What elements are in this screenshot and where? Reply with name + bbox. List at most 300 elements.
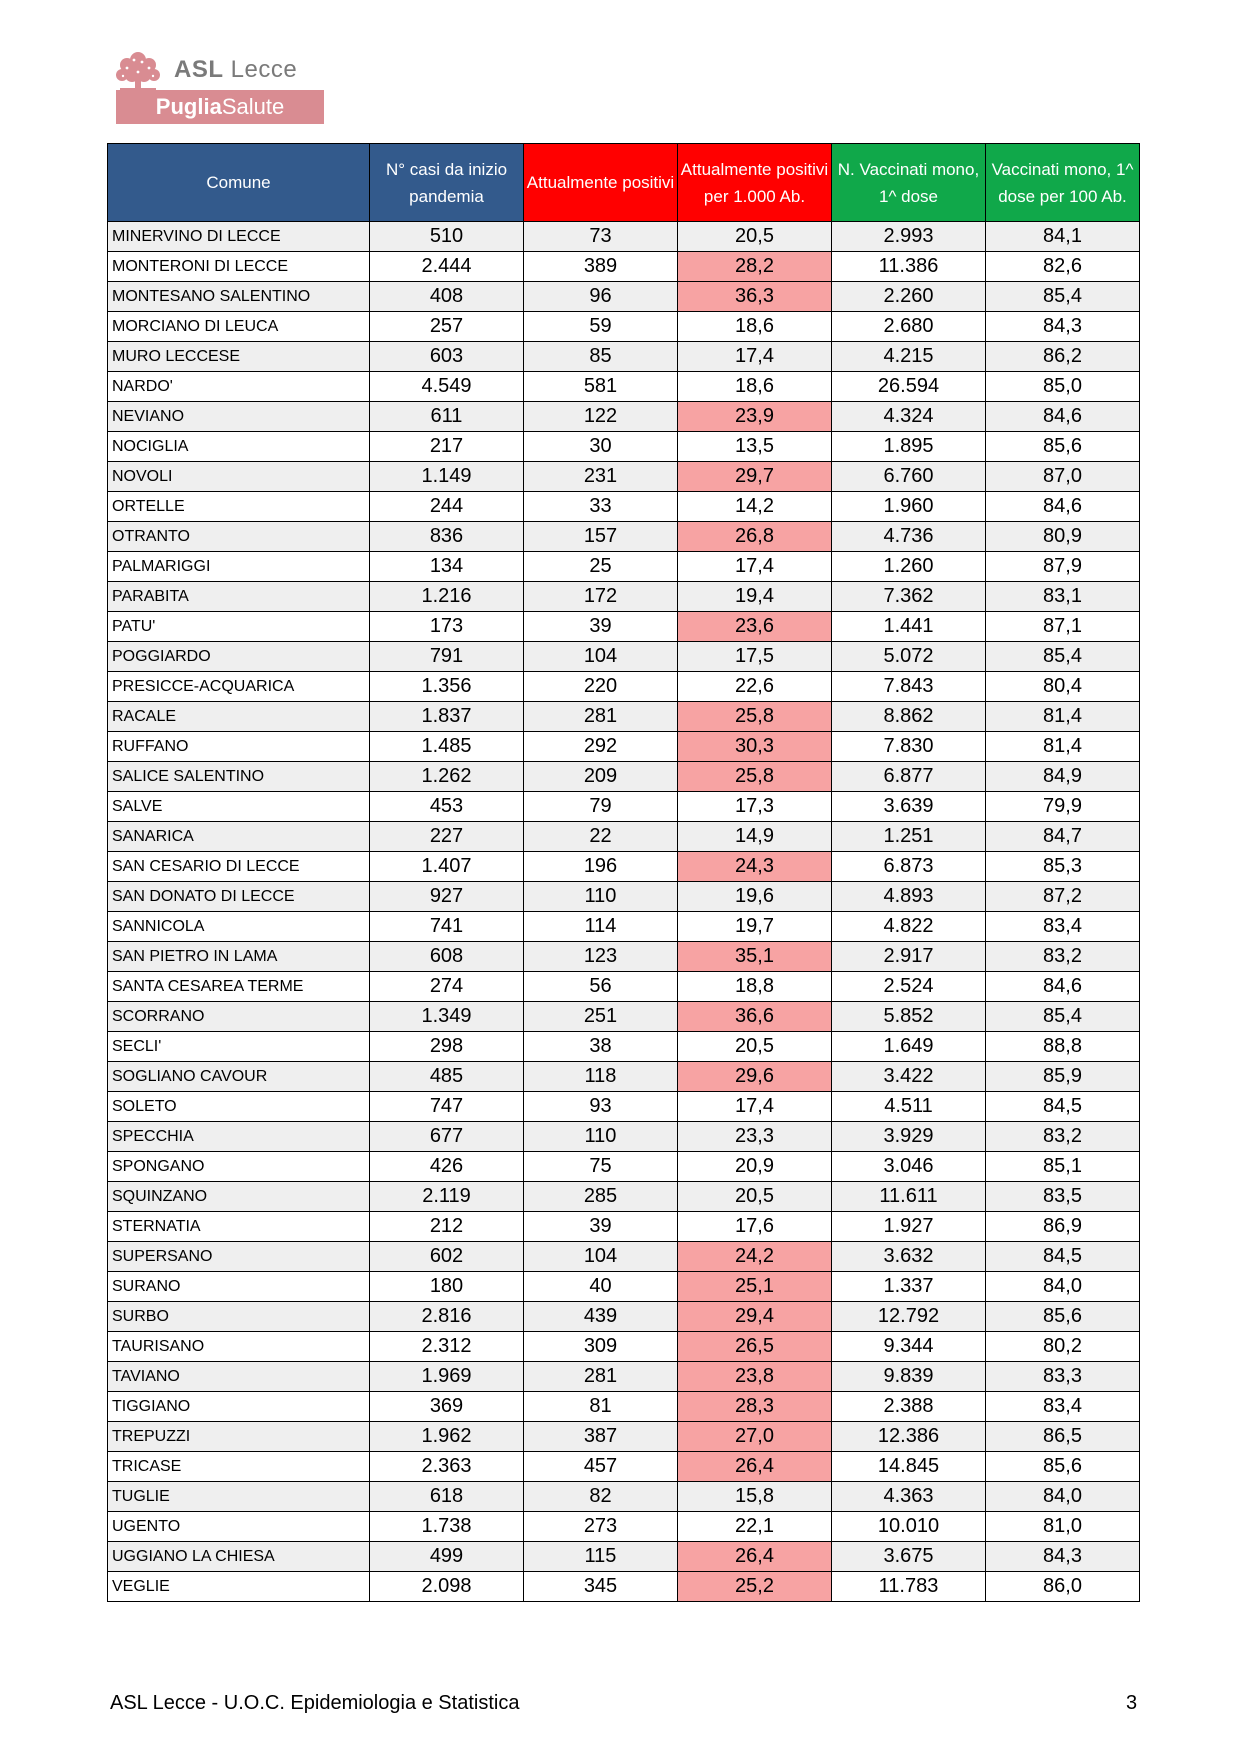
table-row xyxy=(108,1572,1140,1602)
casi-cell: 741 xyxy=(370,912,524,942)
comune-cell: TAURISANO xyxy=(108,1332,370,1362)
positivi-cell: 292 xyxy=(524,732,678,762)
casi-cell: 426 xyxy=(370,1152,524,1182)
vaccinati-cell: 3.639 xyxy=(832,792,986,822)
comune-cell: MONTESANO SALENTINO xyxy=(108,282,370,312)
vaccinati-cell: 8.862 xyxy=(832,702,986,732)
comune-cell: SUPERSANO xyxy=(108,1242,370,1272)
comune-cell: MINERVINO DI LECCE xyxy=(108,222,370,252)
positivi-cell: 273 xyxy=(524,1512,678,1542)
casi-cell: 212 xyxy=(370,1212,524,1242)
column-header-casi: N° casi da inizio pandemia xyxy=(370,144,524,222)
vaccinati-cell: 2.680 xyxy=(832,312,986,342)
positivi-per-1000-cell: 30,3 xyxy=(678,732,832,762)
vaccinati-cell: 12.792 xyxy=(832,1302,986,1332)
vaccinati-cell: 4.893 xyxy=(832,882,986,912)
positivi-per-1000-cell: 14,2 xyxy=(678,492,832,522)
table-row xyxy=(108,1152,1140,1182)
positivi-cell: 172 xyxy=(524,582,678,612)
positivi-cell: 123 xyxy=(524,942,678,972)
positivi-per-1000-cell: 26,8 xyxy=(678,522,832,552)
vaccinati-cell: 4.736 xyxy=(832,522,986,552)
positivi-per-1000-cell: 20,5 xyxy=(678,1182,832,1212)
table-row xyxy=(108,1452,1140,1482)
comune-cell: SAN CESARIO DI LECCE xyxy=(108,852,370,882)
vaccinati-cell: 10.010 xyxy=(832,1512,986,1542)
positivi-per-1000-cell: 20,9 xyxy=(678,1152,832,1182)
positivi-cell: 40 xyxy=(524,1272,678,1302)
casi-cell: 244 xyxy=(370,492,524,522)
vaccinati-per-100-cell: 83,4 xyxy=(986,912,1140,942)
vaccinati-cell: 1.337 xyxy=(832,1272,986,1302)
positivi-per-1000-cell: 17,4 xyxy=(678,552,832,582)
positivi-per-1000-cell: 25,1 xyxy=(678,1272,832,1302)
vaccinati-per-100-cell: 87,9 xyxy=(986,552,1140,582)
positivi-cell: 39 xyxy=(524,1212,678,1242)
table-row xyxy=(108,252,1140,282)
vaccinati-cell: 9.344 xyxy=(832,1332,986,1362)
comune-cell: RACALE xyxy=(108,702,370,732)
vaccinati-cell: 14.845 xyxy=(832,1452,986,1482)
vaccinati-per-100-cell: 85,9 xyxy=(986,1062,1140,1092)
positivi-per-1000-cell: 28,2 xyxy=(678,252,832,282)
vaccinati-per-100-cell: 87,2 xyxy=(986,882,1140,912)
positivi-cell: 196 xyxy=(524,852,678,882)
vaccinati-per-100-cell: 83,5 xyxy=(986,1182,1140,1212)
vaccinati-per-100-cell: 84,0 xyxy=(986,1272,1140,1302)
vaccinati-cell: 4.215 xyxy=(832,342,986,372)
casi-cell: 1.407 xyxy=(370,852,524,882)
table-row xyxy=(108,1182,1140,1212)
positivi-per-1000-cell: 19,4 xyxy=(678,582,832,612)
positivi-per-1000-cell: 29,7 xyxy=(678,462,832,492)
table-row xyxy=(108,1512,1140,1542)
vaccinati-per-100-cell: 85,6 xyxy=(986,432,1140,462)
vaccinati-per-100-cell: 84,1 xyxy=(986,222,1140,252)
positivi-per-1000-cell: 27,0 xyxy=(678,1422,832,1452)
data-table xyxy=(107,143,1140,1602)
table-row xyxy=(108,672,1140,702)
positivi-cell: 75 xyxy=(524,1152,678,1182)
positivi-per-1000-cell: 23,6 xyxy=(678,612,832,642)
positivi-per-1000-cell: 18,8 xyxy=(678,972,832,1002)
positivi-cell: 581 xyxy=(524,372,678,402)
positivi-cell: 457 xyxy=(524,1452,678,1482)
casi-cell: 2.119 xyxy=(370,1182,524,1212)
vaccinati-per-100-cell: 84,9 xyxy=(986,762,1140,792)
table-row xyxy=(108,1422,1140,1452)
column-header-comune: Comune xyxy=(108,144,370,222)
column-header-vaccinati: N. Vaccinati mono, 1^ dose xyxy=(832,144,986,222)
positivi-per-1000-cell: 17,5 xyxy=(678,642,832,672)
positivi-per-1000-cell: 29,6 xyxy=(678,1062,832,1092)
positivi-cell: 33 xyxy=(524,492,678,522)
comune-cell: PATU' xyxy=(108,612,370,642)
comune-cell: SANTA CESAREA TERME xyxy=(108,972,370,1002)
positivi-per-1000-cell: 18,6 xyxy=(678,372,832,402)
comune-cell: SOLETO xyxy=(108,1092,370,1122)
comune-cell: UGENTO xyxy=(108,1512,370,1542)
positivi-cell: 285 xyxy=(524,1182,678,1212)
vaccinati-cell: 6.760 xyxy=(832,462,986,492)
table-row xyxy=(108,282,1140,312)
comune-cell: TREPUZZI xyxy=(108,1422,370,1452)
table-row xyxy=(108,702,1140,732)
positivi-cell: 281 xyxy=(524,702,678,732)
table-row xyxy=(108,522,1140,552)
positivi-per-1000-cell: 22,6 xyxy=(678,672,832,702)
positivi-per-1000-cell: 26,5 xyxy=(678,1332,832,1362)
table-row xyxy=(108,612,1140,642)
vaccinati-cell: 1.895 xyxy=(832,432,986,462)
vaccinati-per-100-cell: 81,4 xyxy=(986,732,1140,762)
vaccinati-per-100-cell: 81,4 xyxy=(986,702,1140,732)
vaccinati-per-100-cell: 83,2 xyxy=(986,1122,1140,1152)
comune-cell: SAN DONATO DI LECCE xyxy=(108,882,370,912)
casi-cell: 2.444 xyxy=(370,252,524,282)
casi-cell: 2.098 xyxy=(370,1572,524,1602)
vaccinati-cell: 2.993 xyxy=(832,222,986,252)
vaccinati-per-100-cell: 86,5 xyxy=(986,1422,1140,1452)
table-row xyxy=(108,852,1140,882)
vaccinati-per-100-cell: 84,6 xyxy=(986,402,1140,432)
vaccinati-cell: 6.873 xyxy=(832,852,986,882)
positivi-cell: 122 xyxy=(524,402,678,432)
vaccinati-cell: 26.594 xyxy=(832,372,986,402)
casi-cell: 2.312 xyxy=(370,1332,524,1362)
positivi-cell: 110 xyxy=(524,1122,678,1152)
comune-cell: PALMARIGGI xyxy=(108,552,370,582)
positivi-cell: 56 xyxy=(524,972,678,1002)
casi-cell: 2.363 xyxy=(370,1452,524,1482)
vaccinati-cell: 2.917 xyxy=(832,942,986,972)
vaccinati-cell: 4.822 xyxy=(832,912,986,942)
vaccinati-cell: 6.877 xyxy=(832,762,986,792)
vaccinati-cell: 7.843 xyxy=(832,672,986,702)
positivi-cell: 104 xyxy=(524,642,678,672)
vaccinati-per-100-cell: 86,0 xyxy=(986,1572,1140,1602)
comune-cell: ORTELLE xyxy=(108,492,370,522)
positivi-cell: 82 xyxy=(524,1482,678,1512)
comune-cell: MURO LECCESE xyxy=(108,342,370,372)
positivi-per-1000-cell: 15,8 xyxy=(678,1482,832,1512)
positivi-cell: 345 xyxy=(524,1572,678,1602)
vaccinati-per-100-cell: 81,0 xyxy=(986,1512,1140,1542)
vaccinati-cell: 7.362 xyxy=(832,582,986,612)
vaccinati-per-100-cell: 79,9 xyxy=(986,792,1140,822)
positivi-cell: 309 xyxy=(524,1332,678,1362)
table-row xyxy=(108,792,1140,822)
positivi-cell: 231 xyxy=(524,462,678,492)
footer-source: ASL Lecce - U.O.C. Epidemiologia e Statistica xyxy=(110,1692,520,1714)
table-row xyxy=(108,822,1140,852)
table-row xyxy=(108,1332,1140,1362)
positivi-per-1000-cell: 18,6 xyxy=(678,312,832,342)
positivi-per-1000-cell: 19,7 xyxy=(678,912,832,942)
comune-cell: NEVIANO xyxy=(108,402,370,432)
casi-cell: 408 xyxy=(370,282,524,312)
table-row xyxy=(108,1542,1140,1572)
vaccinati-per-100-cell: 85,1 xyxy=(986,1152,1140,1182)
comune-cell: VEGLIE xyxy=(108,1572,370,1602)
positivi-per-1000-cell: 29,4 xyxy=(678,1302,832,1332)
positivi-cell: 73 xyxy=(524,222,678,252)
vaccinati-cell: 1.927 xyxy=(832,1212,986,1242)
table-row xyxy=(108,912,1140,942)
casi-cell: 298 xyxy=(370,1032,524,1062)
comune-cell: NOVOLI xyxy=(108,462,370,492)
vaccinati-per-100-cell: 83,3 xyxy=(986,1362,1140,1392)
vaccinati-cell: 12.386 xyxy=(832,1422,986,1452)
positivi-cell: 96 xyxy=(524,282,678,312)
comune-cell: SECLI' xyxy=(108,1032,370,1062)
comune-cell: SPECCHIA xyxy=(108,1122,370,1152)
vaccinati-cell: 4.511 xyxy=(832,1092,986,1122)
vaccinati-per-100-cell: 83,1 xyxy=(986,582,1140,612)
positivi-cell: 85 xyxy=(524,342,678,372)
positivi-cell: 81 xyxy=(524,1392,678,1422)
casi-cell: 499 xyxy=(370,1542,524,1572)
positivi-per-1000-cell: 25,2 xyxy=(678,1572,832,1602)
table-row xyxy=(108,1122,1140,1152)
casi-cell: 1.216 xyxy=(370,582,524,612)
comune-cell: TAVIANO xyxy=(108,1362,370,1392)
table-row xyxy=(108,1062,1140,1092)
table-row xyxy=(108,1092,1140,1122)
comune-cell: SANARICA xyxy=(108,822,370,852)
casi-cell: 510 xyxy=(370,222,524,252)
casi-cell: 608 xyxy=(370,942,524,972)
table-row xyxy=(108,402,1140,432)
vaccinati-per-100-cell: 86,2 xyxy=(986,342,1140,372)
vaccinati-per-100-cell: 84,6 xyxy=(986,492,1140,522)
vaccinati-per-100-cell: 84,3 xyxy=(986,1542,1140,1572)
comune-cell: SCORRANO xyxy=(108,1002,370,1032)
comune-cell: PARABITA xyxy=(108,582,370,612)
positivi-cell: 118 xyxy=(524,1062,678,1092)
positivi-cell: 387 xyxy=(524,1422,678,1452)
positivi-cell: 114 xyxy=(524,912,678,942)
positivi-per-1000-cell: 22,1 xyxy=(678,1512,832,1542)
casi-cell: 369 xyxy=(370,1392,524,1422)
table-row xyxy=(108,882,1140,912)
casi-cell: 677 xyxy=(370,1122,524,1152)
positivi-cell: 209 xyxy=(524,762,678,792)
casi-cell: 274 xyxy=(370,972,524,1002)
vaccinati-per-100-cell: 85,4 xyxy=(986,642,1140,672)
vaccinati-per-100-cell: 88,8 xyxy=(986,1032,1140,1062)
positivi-cell: 22 xyxy=(524,822,678,852)
casi-cell: 1.356 xyxy=(370,672,524,702)
casi-cell: 1.837 xyxy=(370,702,524,732)
vaccinati-per-100-cell: 84,6 xyxy=(986,972,1140,1002)
vaccinati-cell: 1.441 xyxy=(832,612,986,642)
positivi-cell: 220 xyxy=(524,672,678,702)
vaccinati-cell: 3.675 xyxy=(832,1542,986,1572)
logo-brand-band: PugliaSalute xyxy=(116,90,324,124)
vaccinati-per-100-cell: 80,2 xyxy=(986,1332,1140,1362)
positivi-cell: 115 xyxy=(524,1542,678,1572)
vaccinati-cell: 5.072 xyxy=(832,642,986,672)
vaccinati-per-100-cell: 86,9 xyxy=(986,1212,1140,1242)
vaccinati-per-100-cell: 85,4 xyxy=(986,1002,1140,1032)
positivi-per-1000-cell: 23,3 xyxy=(678,1122,832,1152)
positivi-per-1000-cell: 36,3 xyxy=(678,282,832,312)
positivi-per-1000-cell: 25,8 xyxy=(678,762,832,792)
vaccinati-cell: 1.260 xyxy=(832,552,986,582)
casi-cell: 453 xyxy=(370,792,524,822)
vaccinati-per-100-cell: 82,6 xyxy=(986,252,1140,282)
casi-cell: 1.962 xyxy=(370,1422,524,1452)
casi-cell: 927 xyxy=(370,882,524,912)
table-row xyxy=(108,222,1140,252)
page-number: 3 xyxy=(1126,1692,1138,1714)
comune-cell: SOGLIANO CAVOUR xyxy=(108,1062,370,1092)
vaccinati-per-100-cell: 85,6 xyxy=(986,1302,1140,1332)
column-header-vaccinati-per-100: Vaccinati mono, 1^ dose per 100 Ab. xyxy=(986,144,1140,222)
vaccinati-cell: 11.783 xyxy=(832,1572,986,1602)
comune-cell: NARDO' xyxy=(108,372,370,402)
vaccinati-cell: 3.422 xyxy=(832,1062,986,1092)
comune-cell: SURANO xyxy=(108,1272,370,1302)
comune-cell: SQUINZANO xyxy=(108,1182,370,1212)
table-row xyxy=(108,1032,1140,1062)
table-row xyxy=(108,1002,1140,1032)
vaccinati-cell: 1.649 xyxy=(832,1032,986,1062)
positivi-per-1000-cell: 17,6 xyxy=(678,1212,832,1242)
positivi-cell: 281 xyxy=(524,1362,678,1392)
positivi-per-1000-cell: 17,4 xyxy=(678,1092,832,1122)
casi-cell: 1.738 xyxy=(370,1512,524,1542)
positivi-cell: 30 xyxy=(524,432,678,462)
casi-cell: 173 xyxy=(370,612,524,642)
casi-cell: 618 xyxy=(370,1482,524,1512)
positivi-cell: 79 xyxy=(524,792,678,822)
positivi-per-1000-cell: 17,3 xyxy=(678,792,832,822)
table-row xyxy=(108,762,1140,792)
table-row xyxy=(108,732,1140,762)
column-header-positivi: Attualmente positivi xyxy=(524,144,678,222)
comune-cell: POGGIARDO xyxy=(108,642,370,672)
casi-cell: 1.149 xyxy=(370,462,524,492)
table-row xyxy=(108,642,1140,672)
positivi-cell: 39 xyxy=(524,612,678,642)
vaccinati-per-100-cell: 84,5 xyxy=(986,1242,1140,1272)
vaccinati-per-100-cell: 83,2 xyxy=(986,942,1140,972)
comune-cell: TIGGIANO xyxy=(108,1392,370,1422)
vaccinati-cell: 3.046 xyxy=(832,1152,986,1182)
vaccinati-cell: 2.388 xyxy=(832,1392,986,1422)
comune-cell: SPONGANO xyxy=(108,1152,370,1182)
logo-title: ASL Lecce xyxy=(174,56,298,83)
positivi-cell: 59 xyxy=(524,312,678,342)
vaccinati-cell: 9.839 xyxy=(832,1362,986,1392)
table-row xyxy=(108,432,1140,462)
positivi-cell: 439 xyxy=(524,1302,678,1332)
vaccinati-per-100-cell: 84,3 xyxy=(986,312,1140,342)
comune-cell: SURBO xyxy=(108,1302,370,1332)
casi-cell: 134 xyxy=(370,552,524,582)
casi-cell: 217 xyxy=(370,432,524,462)
vaccinati-per-100-cell: 85,0 xyxy=(986,372,1140,402)
asl-lecce-logo xyxy=(114,48,324,126)
casi-cell: 180 xyxy=(370,1272,524,1302)
positivi-per-1000-cell: 26,4 xyxy=(678,1452,832,1482)
positivi-cell: 251 xyxy=(524,1002,678,1032)
comune-cell: UGGIANO LA CHIESA xyxy=(108,1542,370,1572)
vaccinati-per-100-cell: 87,0 xyxy=(986,462,1140,492)
table-row xyxy=(108,1272,1140,1302)
casi-cell: 1.485 xyxy=(370,732,524,762)
vaccinati-per-100-cell: 85,3 xyxy=(986,852,1140,882)
table-header-row xyxy=(108,144,1140,222)
positivi-per-1000-cell: 35,1 xyxy=(678,942,832,972)
casi-cell: 227 xyxy=(370,822,524,852)
vaccinati-per-100-cell: 85,4 xyxy=(986,282,1140,312)
positivi-per-1000-cell: 14,9 xyxy=(678,822,832,852)
casi-cell: 2.816 xyxy=(370,1302,524,1332)
table-row xyxy=(108,312,1140,342)
table-row xyxy=(108,492,1140,522)
casi-cell: 4.549 xyxy=(370,372,524,402)
table-body xyxy=(108,222,1140,1602)
positivi-cell: 104 xyxy=(524,1242,678,1272)
casi-cell: 611 xyxy=(370,402,524,432)
positivi-cell: 389 xyxy=(524,252,678,282)
vaccinati-cell: 1.960 xyxy=(832,492,986,522)
vaccinati-cell: 3.929 xyxy=(832,1122,986,1152)
positivi-per-1000-cell: 25,8 xyxy=(678,702,832,732)
vaccinati-per-100-cell: 84,5 xyxy=(986,1092,1140,1122)
column-header-positivi-per-1000: Attualmente positivi per 1.000 Ab. xyxy=(678,144,832,222)
vaccinati-per-100-cell: 80,4 xyxy=(986,672,1140,702)
table-row xyxy=(108,1242,1140,1272)
vaccinati-per-100-cell: 85,6 xyxy=(986,1452,1140,1482)
table-row xyxy=(108,1362,1140,1392)
comune-cell: SAN PIETRO IN LAMA xyxy=(108,942,370,972)
table-row xyxy=(108,582,1140,612)
comune-cell: SANNICOLA xyxy=(108,912,370,942)
comune-cell: MORCIANO DI LEUCA xyxy=(108,312,370,342)
vaccinati-cell: 5.852 xyxy=(832,1002,986,1032)
positivi-cell: 38 xyxy=(524,1032,678,1062)
vaccinati-per-100-cell: 83,4 xyxy=(986,1392,1140,1422)
positivi-per-1000-cell: 23,9 xyxy=(678,402,832,432)
vaccinati-cell: 2.524 xyxy=(832,972,986,1002)
comune-cell: SALVE xyxy=(108,792,370,822)
vaccinati-cell: 4.324 xyxy=(832,402,986,432)
casi-cell: 836 xyxy=(370,522,524,552)
positivi-per-1000-cell: 17,4 xyxy=(678,342,832,372)
vaccinati-per-100-cell: 84,7 xyxy=(986,822,1140,852)
positivi-per-1000-cell: 20,5 xyxy=(678,222,832,252)
table-row xyxy=(108,1482,1140,1512)
positivi-per-1000-cell: 36,6 xyxy=(678,1002,832,1032)
table-row xyxy=(108,1212,1140,1242)
casi-cell: 1.349 xyxy=(370,1002,524,1032)
casi-cell: 1.969 xyxy=(370,1362,524,1392)
vaccinati-cell: 3.632 xyxy=(832,1242,986,1272)
table-row xyxy=(108,1302,1140,1332)
comune-cell: PRESICCE-ACQUARICA xyxy=(108,672,370,702)
table-row xyxy=(108,972,1140,1002)
casi-cell: 485 xyxy=(370,1062,524,1092)
positivi-per-1000-cell: 24,2 xyxy=(678,1242,832,1272)
table-row xyxy=(108,342,1140,372)
casi-cell: 602 xyxy=(370,1242,524,1272)
tree-logo-icon xyxy=(114,48,162,94)
positivi-per-1000-cell: 23,8 xyxy=(678,1362,832,1392)
